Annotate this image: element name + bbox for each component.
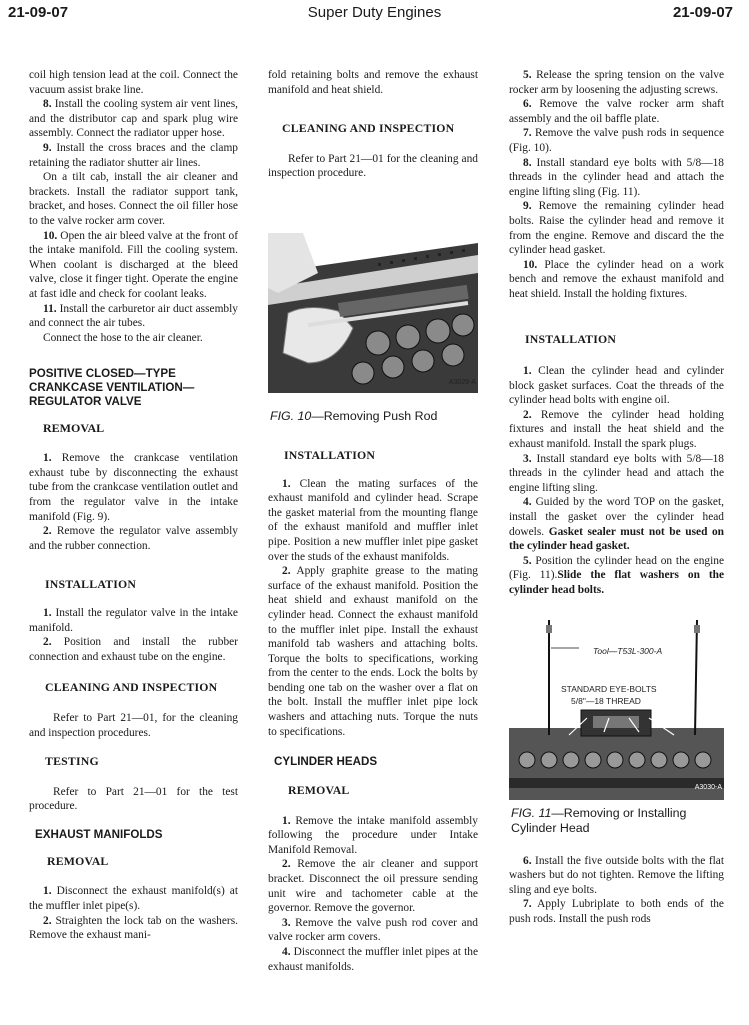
- step-3: 3. Remove the valve push rod cover and valve rocker arm covers.: [268, 916, 478, 944]
- subheading-removal: REMOVAL: [43, 420, 105, 435]
- eyebolt-label: STANDARD EYE-BOLTS: [561, 683, 657, 694]
- column-3: [509, 68, 724, 927]
- section-heading-cylinder-heads: CYLINDER HEADS: [274, 755, 378, 769]
- step-5: 5. Release the spring tension on the valve rocker arm by loosening the adjusting screws.: [509, 69, 724, 96]
- step-7: 7. Remove the valve push rods in sequence (Fig. 10).: [509, 127, 724, 154]
- warning-text: Gasket sealer must not be used on the cylinder head gasket.: [509, 525, 725, 553]
- paragraph: Refer to Part 21—01 for the cleaning and inspection procedure.: [268, 152, 478, 180]
- figure-code: A3030-A: [694, 784, 722, 791]
- section-heading-pcv: POSITIVE CLOSED—TYPE CRANKCASE VENTILATION— REGULATOR VALVE: [29, 367, 195, 408]
- step-4: 4. Guided by the word TOP on the gasket, install the gasket over the cylinder head dowels. Gasket sealer must not be used on the cylinder head gasket.: [509, 496, 725, 553]
- paragraph: fold retaining bolts and remove the exhaust manifold and heat shield.: [268, 69, 478, 96]
- subheading-testing: TESTING: [45, 754, 99, 769]
- step-1: 1. Disconnect the exhaust manifold(s) at the muffler inlet pipe(s).: [29, 885, 238, 912]
- figure-10-caption: FIG. 10—Removing Push Rod: [270, 408, 438, 423]
- step-9: 9. Install the cross braces and the clamp retaining the radiator shutter air lines.: [29, 141, 238, 169]
- step-1: 1. Clean the cylinder head and cylinder block gasket surfaces. Coat the threads of the cylinder head bolts with engine oil.: [509, 365, 724, 407]
- subheading-removal: REMOVAL: [288, 783, 350, 798]
- step-9: 9. Remove the remaining cylinder head bolts. Raise the cylinder head and remove it from the engine. Remove and discard the the cylinder head gasket.: [509, 200, 724, 257]
- step-3: 3. Install standard eye bolts with 5/8—18 threads in the cylinder head and attach the engine lifting sling.: [509, 452, 724, 494]
- section-heading-exhaust: EXHAUST MANIFOLDS: [35, 827, 163, 841]
- page-title: Super Duty Engines: [307, 4, 442, 21]
- figure-10: [268, 233, 478, 393]
- page-number-left: 21-09-07: [8, 4, 69, 21]
- column-2: [268, 68, 478, 974]
- step-2: 2. Straighten the lock tab on the washers. Remove the exhaust mani-: [29, 914, 238, 942]
- subheading-installation: INSTALLATION: [525, 331, 617, 346]
- step-1: 1. Install the regulator valve in the intake manifold.: [29, 607, 238, 634]
- subheading-removal: REMOVAL: [47, 853, 109, 868]
- subheading-installation: INSTALLATION: [284, 447, 376, 462]
- paragraph: Refer to Part 21—01 for the test procedure.: [29, 785, 238, 813]
- figure-code: A3029-A: [448, 379, 476, 387]
- subheading-installation: INSTALLATION: [45, 577, 137, 592]
- step-5: 5. Position the cylinder head on the engine (Fig. 11).Slide the flat washers on the cylinder head bolts.: [509, 554, 725, 596]
- subheading-cleaning: CLEANING AND INSPECTION: [282, 121, 455, 136]
- step-8: 8. Install the cooling system air vent lines, and the distributor cap and spark plug wire assembly. Connect the radiator upper hose.: [29, 98, 238, 140]
- figure-11: [509, 620, 724, 800]
- thread-label: 5/8"—18 THREAD: [571, 695, 641, 706]
- step-1: 1. Remove the crankcase ventilation exhaust tube by disconnecting the exhaust tube from the crankcase ventilation outlet and from the regulator valve in the intake manifold (Fig. 9).: [29, 452, 238, 523]
- step-2: 2. Remove the cylinder head holding fixtures and install the heat shield and the exhaust manifold. Install the spark plugs.: [509, 408, 724, 451]
- subheading-cleaning: CLEANING AND INSPECTION: [45, 680, 218, 695]
- column-1: [29, 68, 238, 943]
- step-2: 2. Apply graphite grease to the mating surface of the exhaust manifold. Position the heat shield and exhaust manifold on the cylinder head. Connect the exhaust manifold to the muffler inlet pipe. Install the exhaust manifold tab washers and attaching bolts. Torque the bolts to specifications, working from the center to the ends. Lock the bolts by bending one tab on the washer over a flat on the bolt. Install the muffler inlet pipe lock washers and attaching nuts. Torque the nuts to specifications.: [268, 565, 478, 738]
- push-rod-photo: [268, 233, 478, 393]
- paragraph: On a tilt cab, install the air cleaner and brackets. Install the radiator support tank, bracket, and hoses. Connect the oil filler hose to the valve rocker arm cover.: [29, 171, 238, 227]
- step-11: 11. Install the carburetor air duct assembly and connect the air tubes.: [29, 302, 238, 330]
- step-2: 2. Remove the air cleaner and support bracket. Disconnect the oil pressure sending unit wire and tachometer cable at the governor. Remove the governor.: [268, 858, 478, 915]
- emphasis-text: Slide the flat washers on the cylinder head bolts.: [509, 569, 725, 596]
- step-number: 10.: [43, 229, 58, 242]
- step-2: 2. Position and install the rubber connection and exhaust tube on the engine.: [29, 636, 238, 663]
- tool-label: Tool—T53L-300-A: [593, 645, 663, 656]
- step-1: 1. Clean the mating surfaces of the exhaust manifold and cylinder head. Scrape the gasket material from the mounting flange of the exhaust manifold and muffler inlet pipe. Position a new muffler inlet pipe gasket over the studs of the exhaust manifolds.: [268, 477, 478, 563]
- step-1: 1. Remove the intake manifold assembly following the procedure under Intake Manifold Removal.: [268, 814, 478, 856]
- figure-11-caption: FIG. 11—Removing or Installing Cylinder Head: [511, 805, 687, 835]
- step-2: 2. Remove the regulator valve assembly and the rubber connection.: [29, 525, 238, 552]
- step-number: 11.: [43, 302, 57, 315]
- paragraph: coil high tension lead at the coil. Connect the vacuum assist brake line.: [29, 69, 238, 96]
- page-number-right: 21-09-07: [672, 4, 733, 21]
- step-number: 8.: [43, 98, 52, 111]
- paragraph: Refer to Part 21—01, for the cleaning and inspection procedures.: [29, 711, 238, 739]
- step-4: 4. Disconnect the muffler inlet pipes at the exhaust manifolds.: [268, 945, 478, 973]
- step-number: 9.: [43, 141, 52, 154]
- step-8: 8. Install standard eye bolts with 5/8—18 threads in the cylinder head and attach the engine lifting sling (Fig. 11).: [509, 156, 724, 198]
- paragraph: Connect the hose to the air cleaner.: [43, 331, 203, 344]
- step-10: 10. Open the air bleed valve at the front of the intake manifold. Fill the cooling system. When coolant is discharged at the bleed valve, close it finger tight. Operate the engine at fast idle and check for coolant leaks.: [29, 229, 238, 300]
- step-6: 6. Install the five outside bolts with the flat washers but do not tighten. Remove the lifting sling and eye bolts.: [509, 854, 724, 896]
- step-6: 6. Remove the valve rocker arm shaft assembly and the oil baffle plate.: [509, 98, 724, 125]
- step-7: 7. Apply Lubriplate to both ends of the push rods. Install the push rods: [509, 898, 724, 925]
- step-10: 10. Place the cylinder head on a work bench and remove the exhaust manifold and heat shield. Install the holding fixtures.: [509, 258, 724, 300]
